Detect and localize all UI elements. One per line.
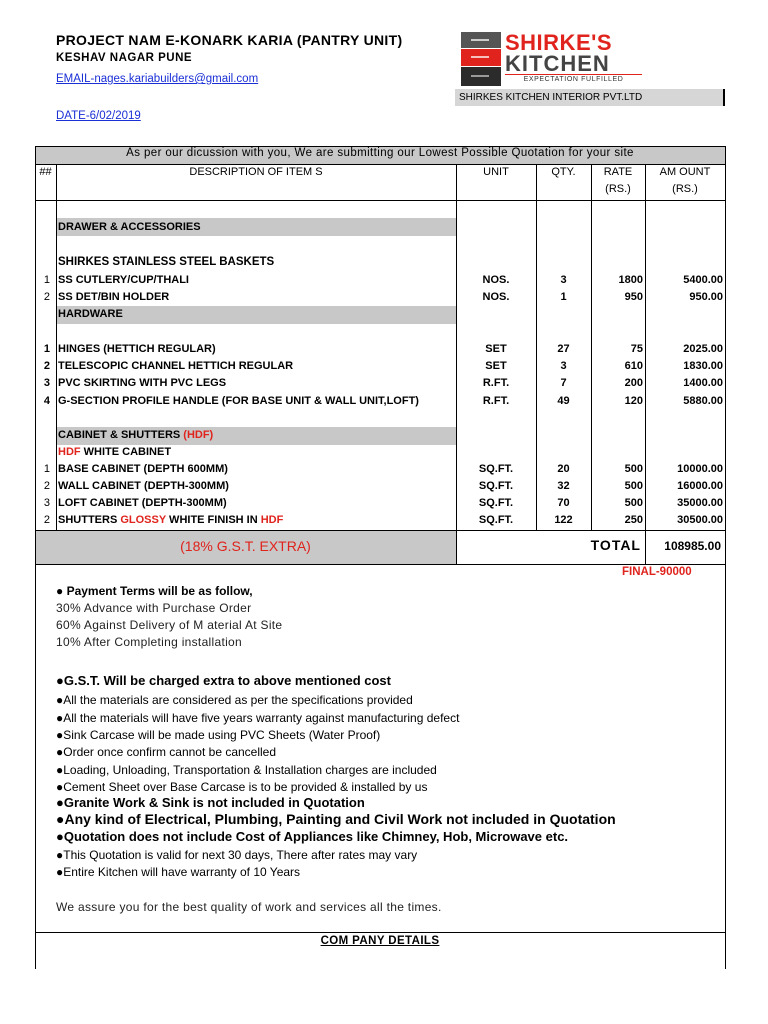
project-title: PROJECT NAM E-KONARK KARIA (PANTRY UNIT) — [56, 32, 403, 48]
company-logo — [461, 32, 642, 86]
note-item: ●Quotation does not include Cost of Appliances like Chimney, Hob, Microwave etc. — [56, 829, 569, 844]
note-item: ●Any kind of Electrical, Plumbing, Painting and Civil Work not included in Quotation — [56, 811, 616, 827]
email-link[interactable]: EMAIL-nages.kariabuilders@gmail.com — [56, 73, 259, 85]
final-amount: FINAL-90000 — [622, 566, 692, 578]
col-rate: RATE — [603, 166, 633, 178]
payment-term: 10% After Completing installation — [56, 635, 242, 649]
note-item: ●This Quotation is valid for next 30 days, There after rates may vary — [56, 848, 418, 862]
col-amount-unit: (RS.) — [672, 183, 698, 195]
section-hdf-cabinet: HDF WHITE CABINET — [58, 446, 172, 458]
logo-line2: KITCHEN — [505, 51, 610, 76]
company-name-bar: SHIRKES KITCHEN INTERIOR PVT.LTD — [455, 89, 725, 106]
logo-line1: SHIRKE'S — [505, 30, 613, 55]
section-cabinet: CABINET & SHUTTERS (HDF) — [58, 429, 214, 441]
intro-text: As per our dicussion with you, We are submitting our Lowest Possible Quotation for your site — [126, 147, 634, 159]
cabinet-icon — [461, 32, 501, 86]
quotation-date: DATE-6/02/2019 — [56, 110, 141, 122]
total-value: 108985.00 — [664, 539, 721, 553]
payment-terms-title: ● Payment Terms will be as follow, — [56, 584, 253, 598]
col-unit: UNIT — [483, 166, 509, 178]
col-rate-unit: (RS.) — [605, 183, 631, 195]
col-description: DESCRIPTION OF ITEM S — [189, 166, 323, 178]
gst-extra-note: (18% G.S.T. EXTRA) — [180, 538, 311, 554]
note-item: ●Cement Sheet over Base Carcase is to be provided & installed by us — [56, 780, 428, 794]
section-drawer: DRAWER & ACCESSORIES — [58, 221, 201, 233]
note-item: ●Sink Carcase will be made using PVC Sheets (Water Proof) — [56, 728, 381, 742]
logo-tagline: EXPECTATION FULFILLED — [505, 74, 642, 83]
col-qty: QTY. — [551, 166, 576, 178]
section-baskets: SHIRKES STAINLESS STEEL BASKETS — [58, 256, 275, 268]
col-no: ## — [39, 166, 52, 178]
col-amount: AM OUNT — [659, 166, 711, 178]
project-location: KESHAV NAGAR PUNE — [56, 52, 193, 64]
note-item: ●Granite Work & Sink is not included in Quotation — [56, 795, 365, 810]
payment-term: 30% Advance with Purchase Order — [56, 601, 252, 615]
note-item: ●Entire Kitchen will have warranty of 10 Years — [56, 865, 301, 879]
company-details-heading: COM PANY DETAILS — [320, 935, 440, 947]
note-item: ●Loading, Unloading, Transportation & Installation charges are included — [56, 763, 437, 777]
note-item: ●G.S.T. Will be charged extra to above mentioned cost — [56, 673, 391, 688]
note-item: ●All the materials are considered as per the specifications provided — [56, 693, 413, 707]
section-hardware: HARDWARE — [58, 308, 123, 320]
note-item: ●All the materials will have five years warranty against manufacturing defect — [56, 711, 460, 725]
total-label: TOTAL — [590, 537, 641, 553]
note-item: ●Order once confirm cannot be cancelled — [56, 745, 277, 759]
assurance-text: We assure you for the best quality of work and services all the times. — [56, 900, 442, 914]
payment-term: 60% Against Delivery of M aterial At Site — [56, 618, 283, 632]
